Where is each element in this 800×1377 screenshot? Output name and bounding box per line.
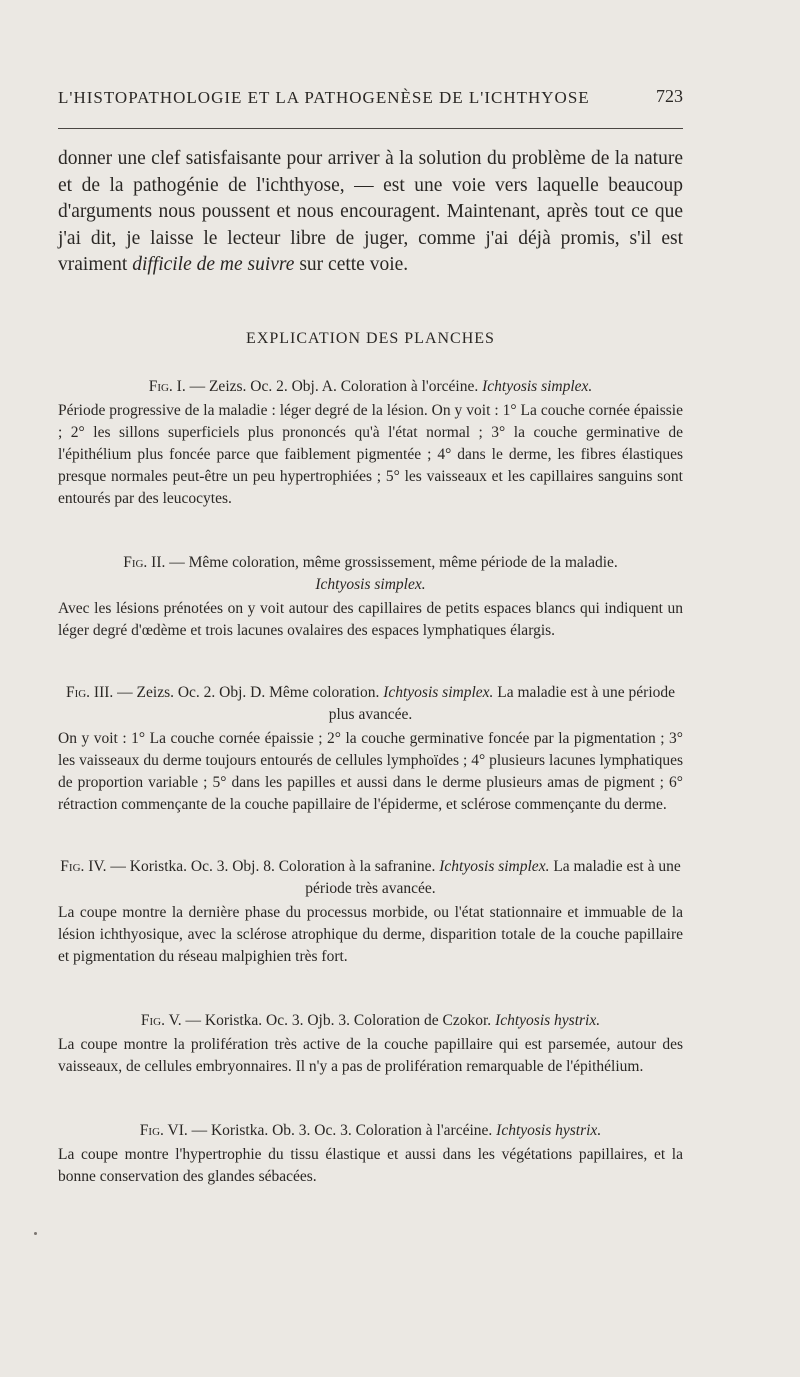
- figure-6: [58, 1120, 683, 1188]
- figure-caption-text: — Koristka. Oc. 3. Obj. 8. Coloration à la safranine.: [106, 858, 440, 875]
- figure-label: Fig. IV.: [60, 858, 107, 875]
- figure-description: On y voit : 1° La couche cornée épaissie ; 2° la couche germinative foncée par la pigmentation ; 3° les vaisseaux du derme toujours entourés de cellules lymphoïdes ; 4° plusieurs lacunes lymphatiques de proportion variable ; 5° dans les papilles et aussi dans le derme plusieurs amas de pigment ; 6° rétraction commençante de la couche papillaire de l'épiderme, et sclérose commençante du derme.: [58, 730, 683, 813]
- figure-description: La coupe montre la dernière phase du processus morbide, ou l'état stationnaire et immuable de la lésion ichthyosique, avec la sclérose atrophique du derme, disparition totale de la couche papillaire et pigmentation du réseau malpighien très fort.: [58, 904, 683, 965]
- intro-italic: difficile de me suivre: [132, 254, 295, 276]
- figure-4: [58, 856, 683, 968]
- figure-caption-text: — Zeizs. Oc. 2. Obj. D. Même coloration.: [113, 684, 384, 701]
- figure-label: Fig. III.: [65, 684, 114, 701]
- figure-caption: [58, 376, 683, 398]
- margin-speck: [34, 1232, 37, 1235]
- figure-species: Ichtyosis hystrix.: [495, 1012, 601, 1029]
- figure-3: [58, 682, 683, 816]
- header-rule: [58, 128, 683, 129]
- figure-caption-tail: La maladie est à une période très avancée.: [305, 858, 681, 897]
- figure-caption: [58, 856, 683, 900]
- figure-label: Fig. I.: [148, 378, 186, 395]
- page-number: 723: [656, 86, 683, 106]
- figure-caption-text: — Koristka. Ob. 3. Oc. 3. Coloration à l'arcéine.: [187, 1122, 497, 1139]
- figure-caption-text: — Zeizs. Oc. 2. Obj. A. Coloration à l'orcéine.: [185, 378, 483, 395]
- figure-species: Ichtyosis simplex.: [383, 684, 494, 701]
- intro-text: donner une clef satisfaisante pour arriver à la solution du problème de la nature et de la pathogénie de l'ichthyose, — est une voie vers laquelle beaucoup d'arguments nous poussent et nous encouragent. Maintenant, après tout ce que j'ai dit, je laisse le lecteur libre de juger, comme j'ai déjà promis, s'il est vraiment: [58, 148, 683, 276]
- figure-label: Fig. VI.: [139, 1122, 188, 1139]
- figure-species: Ichtyosis simplex.: [439, 858, 550, 875]
- figure-caption: [58, 1010, 683, 1032]
- figure-caption: [58, 682, 683, 726]
- figure-species: Ichtyosis simplex.: [315, 576, 426, 593]
- intro-paragraph: [58, 146, 683, 279]
- figure-caption-tail: La maladie est à une période plus avancée.: [328, 684, 676, 723]
- figure-caption: [58, 552, 683, 596]
- figure-5: [58, 1010, 683, 1078]
- figure-species: Ichtyosis hystrix.: [496, 1122, 602, 1139]
- figure-1: [58, 376, 683, 510]
- figure-caption-text: — Même coloration, même grossissement, même période de la maladie.: [165, 554, 618, 571]
- header-title: L'HISTOPATHOLOGIE ET LA PATHOGENÈSE DE L'ICHTHYOSE: [58, 88, 590, 107]
- figure-description: La coupe montre l'hypertrophie du tissu élastique et aussi dans les végétations papillaires, et la bonne conservation des glandes sébacées.: [58, 1146, 683, 1185]
- intro-text-end: sur cette voie.: [294, 254, 409, 276]
- figure-label: Fig. V.: [140, 1012, 182, 1029]
- figure-description: Période progressive de la maladie : léger degré de la lésion. On y voit : 1° La couche cornée épaissie ; 2° les sillons superficiels plus prononcés qu'à l'état normal ; 3° la couche germinative de l'épithélium plus foncée parce que faiblement pigmentée ; 4° dans le derme, les fibres élastiques presque normales peut-être un peu hypertrophiées ; 5° les vaisseaux et les capillaires sanguins sont entourés par des leucocytes.: [58, 402, 683, 507]
- figure-caption-text: — Koristka. Oc. 3. Ojb. 3. Coloration de Czokor.: [181, 1012, 496, 1029]
- figure-label: Fig. II.: [123, 554, 166, 571]
- section-title: EXPLICATION DES PLANCHES: [246, 330, 495, 347]
- figure-caption: [58, 1120, 683, 1142]
- figure-2: [58, 552, 683, 642]
- figure-species: Ichtyosis simplex.: [482, 378, 593, 395]
- figure-description: La coupe montre la prolifération très active de la couche papillaire qui est parsemée, autour des vaisseaux, de cellules embryonnaires. Il n'y a pas de prolifération remarquable de l'épithélium.: [58, 1036, 683, 1075]
- figure-description: Avec les lésions prénotées on y voit autour des capillaires de petits espaces blancs qui indiquent un léger degré d'œdème et trois lacunes ovalaires des espaces lymphatiques élargis.: [58, 600, 683, 639]
